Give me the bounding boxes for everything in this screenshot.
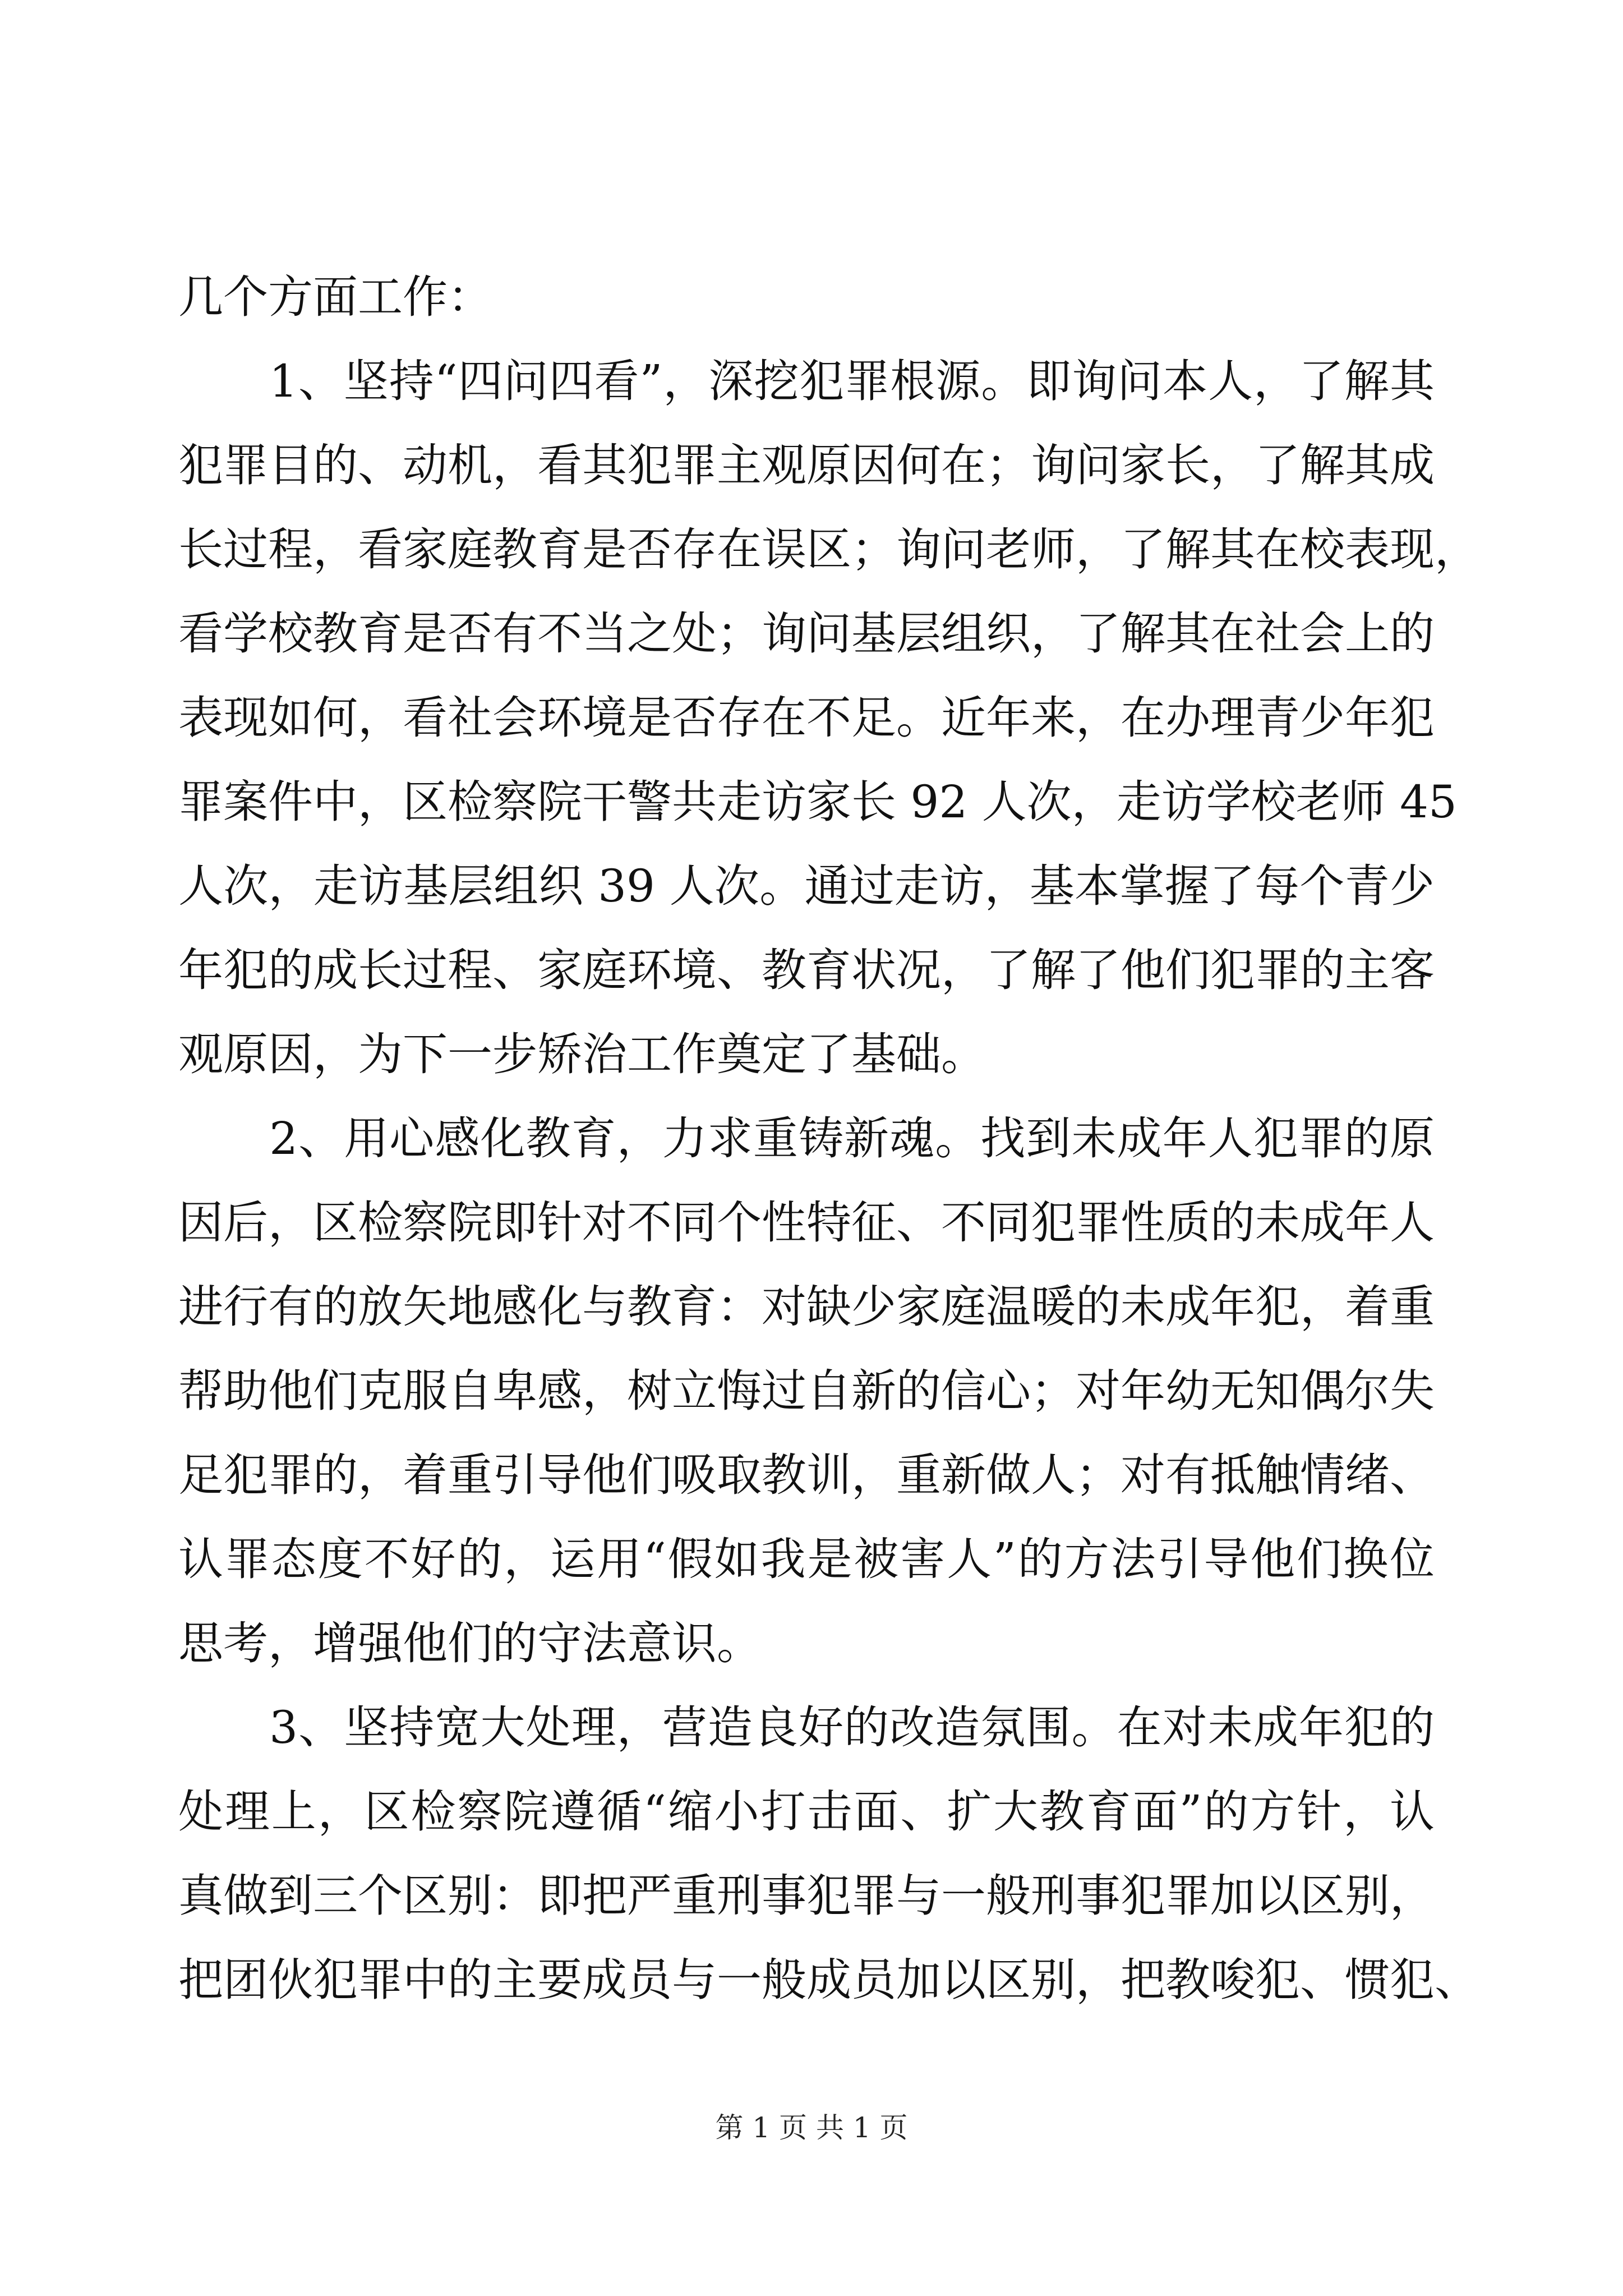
text-line: 处理上，区检察院遵循“缩小打击面、扩大教育面”的方针，认 <box>178 1786 1435 1838</box>
text-line: 年犯的成长过程、家庭环境、教育状况，了解了他们犯罪的主客 <box>178 944 1435 996</box>
text-line: 1、坚持“四问四看”，深挖犯罪根源。即询问本人，了解其 <box>178 355 1435 407</box>
text-line: 观原因，为下一步矫治工作奠定了基础。 <box>178 1028 986 1080</box>
text-line: 因后，区检察院即针对不同个性特征、不同犯罪性质的未成年人 <box>178 1197 1435 1249</box>
text-line: 进行有的放矢地感化与教育：对缺少家庭温暖的未成年犯，着重 <box>178 1281 1435 1333</box>
text-line: 足犯罪的，着重引导他们吸取教训，重新做人；对有抵触情绪、 <box>178 1449 1435 1501</box>
text-line: 表现如何，看社会环境是否存在不足。近年来，在办理青少年犯 <box>178 692 1435 744</box>
text-line: 犯罪目的、动机，看其犯罪主观原因何在；询问家长，了解其成 <box>178 439 1435 491</box>
page-number-footer: 第 1 页 共 1 页 <box>715 2111 908 2144</box>
text-line: 思考，增强他们的守法意识。 <box>178 1617 762 1669</box>
text-line: 2、用心感化教育，力求重铸新魂。找到未成年人犯罪的原 <box>178 1112 1435 1165</box>
text-line: 看学校教育是否有不当之处；询问基层组织，了解其在社会上的 <box>178 608 1435 660</box>
text-line: 3、坚持宽大处理，营造良好的改造氛围。在对未成年犯的 <box>178 1701 1435 1754</box>
text-line: 几个方面工作： <box>178 271 492 323</box>
text-line: 认罪态度不好的，运用“假如我是被害人”的方法引导他们换位 <box>178 1533 1435 1585</box>
text-line: 长过程，看家庭教育是否存在误区；询问老师，了解其在校表现， <box>178 523 1479 576</box>
text-line: 人次，走访基层组织 39 人次。通过走访，基本掌握了每个青少 <box>178 860 1435 912</box>
text-line: 罪案件中，区检察院干警共走访家长 92 人次，走访学校老师 45 <box>178 776 1457 828</box>
text-line: 把团伙犯罪中的主要成员与一般成员加以区别，把教唆犯、惯犯、 <box>178 1954 1479 2006</box>
text-line: 帮助他们克服自卑感，树立悔过自新的信心；对年幼无知偶尔失 <box>178 1365 1435 1417</box>
text-line: 真做到三个区别：即把严重刑事犯罪与一般刑事犯罪加以区别， <box>178 1870 1435 1922</box>
